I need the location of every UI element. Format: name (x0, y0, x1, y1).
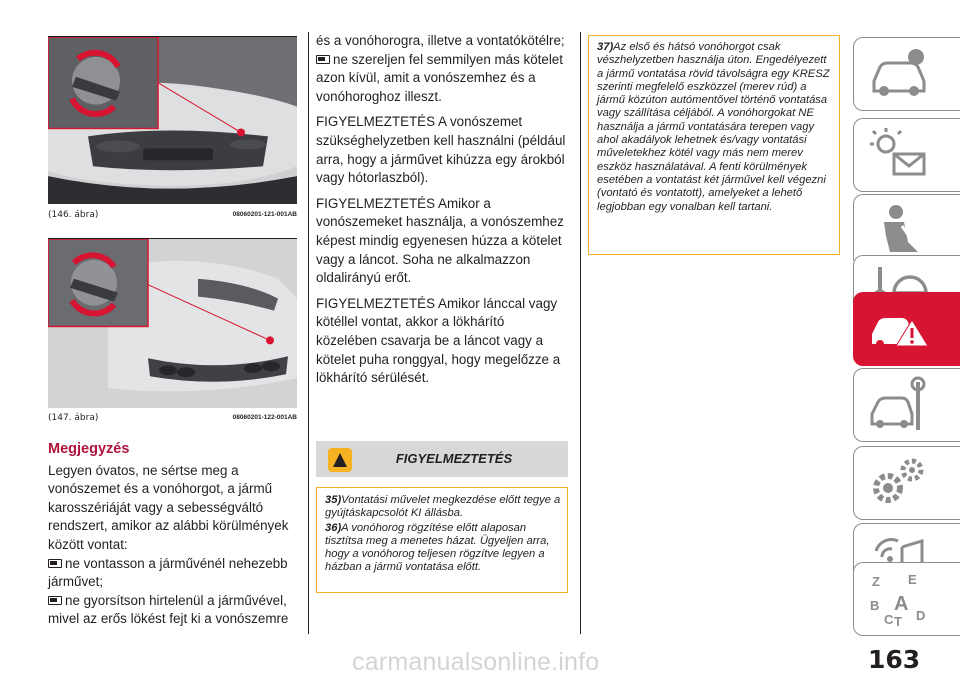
note-continuation-text: és a vonóhorogra, illetve a vontatókötélre; (316, 33, 565, 48)
index-letter-e: E (908, 572, 917, 587)
warning-title: FIGYELMEZTETÉS (395, 451, 513, 466)
note-intro: Legyen óvatos, ne sértse meg a vonószemet és a vonóhorgot, a jármű karosszériáját vagy a sebességváltó rendszert, amikor az alábbi körülmények között vontat: (48, 462, 289, 552)
front-car-illustration (48, 37, 297, 204)
warning-36 (325, 522, 561, 575)
warning-37-text: Az első és hátsó vonóhorgot csak vészhelyzetben használja úton. Engedélyezett a jármű vontatása rövid távolságra egy KRESZ szerinti megfelelő eszközzel (merev rúd) a jármű közúton autómentővel történő vontatása vagy szállítása céljából. A vonóhorgokat NE használja a jármű vontatására terepen vagy ahol akadályok lehetnek és/vagy vontatási műveletekhez kötél vagy más nem merev eszköz használatával. A fenti körülmények esetében a vontatást két járművel kell végezni (vontató és vontatott), amelyeket a lehető legjobban egy vonalban kell tartani. (597, 41, 830, 213)
warning-paragraph-3: FIGYELMEZTETÉS Amikor lánccal vagy kötéllel vontat, akkor a lökhárító közelében csavarja be a láncot vagy a kötelet puha ronggyal, hogy megelőzze a lökhárító sérülését. (316, 295, 561, 386)
warning-lights-icon (868, 126, 930, 184)
tab-technical-data[interactable] (853, 446, 960, 520)
index-letter-d: D (916, 608, 926, 623)
warning-36-number: 36) (325, 521, 342, 534)
note-bullet-1-text: ne vontasson a járművénél nehezebb járművet; (48, 555, 288, 590)
tab-vehicle[interactable] (853, 37, 960, 111)
warning-paragraph-1: FIGYELMEZTETÉS A vonószemet szükséghelyzetben kell használni (például arra, hogy a járművet kihúzza egy árokból vagy hótorlaszból). (316, 114, 566, 186)
seatbelt-person-icon (868, 202, 930, 260)
note-heading: Megjegyzés (48, 441, 130, 457)
warning-box-37 (588, 35, 840, 255)
emergency-breakdown-icon (868, 300, 930, 358)
bullet-icon (48, 559, 62, 568)
car-info-icon (868, 45, 930, 103)
index-letter-a: A (894, 593, 909, 615)
tab-index[interactable] (853, 562, 960, 636)
alphabetical-index-icon (868, 570, 930, 628)
warning-37-number: 37) (597, 41, 614, 53)
watermark: carmanualsonline.info (352, 648, 600, 676)
warning-37 (597, 41, 833, 214)
gears-icon (868, 454, 930, 512)
note-section (48, 440, 300, 629)
warning-header (316, 441, 568, 477)
warning-35 (325, 494, 561, 521)
page-number: 163 (868, 645, 921, 674)
warning-paragraph-2: FIGYELMEZTETÉS Amikor a vonószemeket használja, a vonószemhez képest mindig egyenesen húzza a kötelet vagy a láncot. Soha ne alkalmazzon oldalirányú erőt. (316, 195, 564, 286)
figure-146-label: (146. ábra) (48, 210, 99, 220)
index-letter-b: B (870, 598, 880, 613)
bullet-icon (48, 596, 62, 605)
warning-35-number: 35) (325, 494, 342, 506)
tab-maintenance[interactable] (853, 368, 960, 442)
figure-146-caption (48, 210, 297, 224)
index-letter-z: Z (872, 574, 880, 589)
figure-146-image (48, 36, 297, 204)
bullet-icon (316, 55, 330, 64)
note-bullet-2 (48, 592, 300, 629)
tab-dashboard[interactable] (853, 118, 960, 192)
note-bullet-2-text: ne gyorsítson hirtelenül a járművével, mivel az erős lökést fejt ki a vonószemre (48, 592, 289, 627)
index-letter-t: T (894, 614, 902, 628)
wrench-car-icon (868, 376, 930, 434)
note-bullet-3 (316, 51, 568, 107)
figure-147-code: 08060201-122-001AB (232, 414, 297, 421)
rear-car-illustration (48, 239, 297, 408)
warning-36-text: A vonóhorog rögzítése előtt alaposan tisztítsa meg a menetes házat. Ügyeljen arra, hogy a vonóhorog teljesen rögzítve legyen a házban a jármű vontatása előtt. (325, 521, 550, 574)
note-bullet-1 (48, 555, 300, 592)
column-divider (580, 32, 581, 634)
index-letter-c: C (884, 612, 894, 627)
warning-35-text: Vontatási művelet megkezdése előtt tegye a gyújtáskapcsolót KI állásba. (325, 494, 561, 520)
tab-emergency[interactable] (853, 292, 960, 366)
column-divider (308, 32, 309, 634)
note-continuation (316, 32, 568, 395)
figure-147-image (48, 238, 297, 408)
warning-box-35-36 (316, 487, 568, 593)
note-bullet-3-text: ne szereljen fel semmilyen más kötelet azon kívül, amit a vonószemhez és a vonóhoroghoz illeszt. (316, 51, 563, 104)
figure-146-code: 08060201-121-001AB (232, 211, 297, 218)
figure-147-label: (147. ábra) (48, 413, 99, 423)
figure-147-caption (48, 413, 297, 427)
